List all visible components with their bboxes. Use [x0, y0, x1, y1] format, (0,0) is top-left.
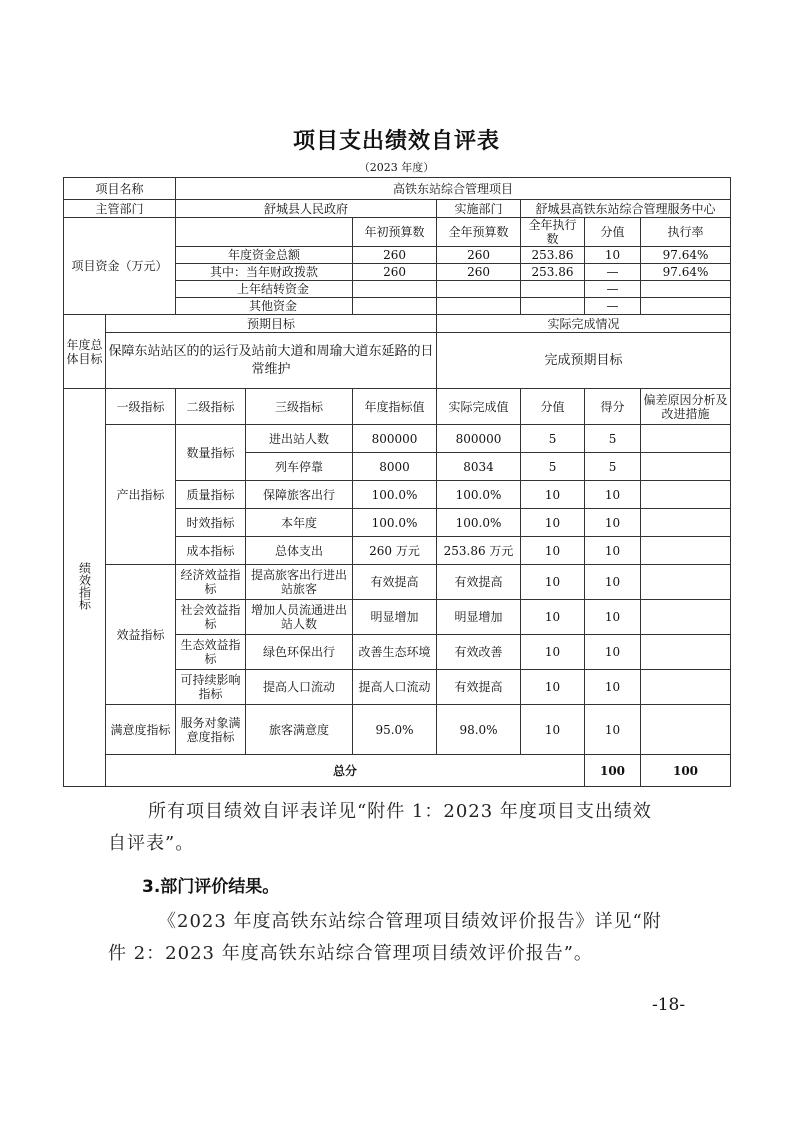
score-cell: 10 [585, 635, 641, 670]
actual-cell: 800000 [437, 425, 521, 453]
indicators-label [64, 389, 106, 787]
self-evaluation-table [63, 177, 731, 787]
score-cell: 10 [585, 670, 641, 705]
level2-cell: 质量指标 [176, 481, 246, 509]
funds-cell: 260 [353, 264, 437, 281]
level2-cell: 经济效益指标 [176, 565, 246, 600]
score-cell: 10 [585, 481, 641, 509]
target-cell: 95.0% [353, 705, 437, 755]
ind-header: 得分 [585, 389, 641, 425]
target-cell: 800000 [353, 425, 437, 453]
target-cell: 提高人口流动 [353, 670, 437, 705]
indicators-label-text: 绩效指标 [77, 562, 92, 610]
paragraph-2-line-2: 件 2：2023 年度高铁东站综合管理项目绩效评价报告”。 [108, 943, 593, 964]
ind-header: 三级指标 [246, 389, 353, 425]
deviation-cell [641, 537, 731, 565]
paragraph-2-line-1: 《2023 年度高铁东站综合管理项目绩效评价报告》详见“附 [158, 911, 662, 932]
funds-cell: 253.86 [521, 264, 585, 281]
target-cell: 有效提高 [353, 565, 437, 600]
actual-cell: 100.0% [437, 481, 521, 509]
total-value: 100 [585, 755, 641, 787]
deviation-cell [641, 670, 731, 705]
paragraph-1 [108, 796, 698, 860]
actual-cell: 100.0% [437, 509, 521, 537]
ind-header: 实际完成值 [437, 389, 521, 425]
level3-cell: 提高旅客出行进出站旅客 [246, 565, 353, 600]
ind-header: 二级指标 [176, 389, 246, 425]
funds-header-blank [176, 218, 353, 247]
table-row [64, 178, 731, 200]
target-cell: 明显增加 [353, 600, 437, 635]
funds-header: 全年预算数 [437, 218, 521, 247]
funds-header: 年初预算数 [353, 218, 437, 247]
project-name-value: 高铁东站综合管理项目 [176, 178, 731, 200]
deviation-cell [641, 453, 731, 481]
funds-cell [353, 281, 437, 298]
funds-cell [641, 298, 731, 315]
level1-cell: 产出指标 [106, 425, 176, 565]
funds-cell [437, 298, 521, 315]
ind-header: 年度指标值 [353, 389, 437, 425]
deviation-cell [641, 705, 731, 755]
impl-value: 舒城县高铁东站综合管理服务中心 [521, 200, 731, 218]
deviation-cell [641, 635, 731, 670]
level3-cell: 增加人员流通进出站人数 [246, 600, 353, 635]
deviation-cell [641, 509, 731, 537]
funds-cell [437, 281, 521, 298]
level3-cell: 旅客满意度 [246, 705, 353, 755]
funds-cell [521, 281, 585, 298]
paragraph-1-line-2: 自评表”。 [108, 833, 195, 854]
score-cell: 10 [585, 509, 641, 537]
funds-cell: 10 [585, 247, 641, 264]
table-row [64, 565, 731, 600]
funds-cell: 97.64% [641, 264, 731, 281]
level2-cell: 成本指标 [176, 537, 246, 565]
deviation-cell [641, 600, 731, 635]
page-title: 项目支出绩效自评表 [292, 129, 500, 154]
score-cell: 10 [585, 537, 641, 565]
table-row [64, 425, 731, 453]
funds-cell: — [585, 281, 641, 298]
table-row [64, 705, 731, 755]
score-cell: 10 [585, 705, 641, 755]
level2-cell: 可持续影响指标 [176, 670, 246, 705]
actual-cell: 98.0% [437, 705, 521, 755]
funds-label: 项目资金（万元） [64, 218, 176, 315]
score-cell: 10 [585, 600, 641, 635]
dept-label: 主管部门 [64, 200, 176, 218]
goal-label: 年度总体目标 [64, 315, 106, 389]
funds-cell: 97.64% [641, 247, 731, 264]
project-name-label: 项目名称 [64, 178, 176, 200]
score-value-cell: 10 [521, 670, 585, 705]
actual-header: 实际完成情况 [437, 315, 731, 333]
funds-cell: 260 [353, 247, 437, 264]
actual-cell: 8034 [437, 453, 521, 481]
paragraph-1-line-1: 所有项目绩效自评表详见“附件 1：2023 年度项目支出绩效 [148, 801, 652, 822]
target-cell: 100.0% [353, 509, 437, 537]
impl-label: 实施部门 [437, 200, 521, 218]
funds-cell [353, 298, 437, 315]
level3-cell: 提高人口流动 [246, 670, 353, 705]
funds-cell: 260 [437, 247, 521, 264]
funds-cell: — [585, 298, 641, 315]
level2-cell: 数量指标 [176, 425, 246, 481]
level1-cell: 效益指标 [106, 565, 176, 705]
funds-cell: — [585, 264, 641, 281]
total-label: 总分 [106, 755, 585, 787]
score-value-cell: 10 [521, 481, 585, 509]
score-value-cell: 10 [521, 565, 585, 600]
page-number: -18- [652, 995, 686, 1015]
funds-row-label: 上年结转资金 [176, 281, 353, 298]
target-cell: 8000 [353, 453, 437, 481]
actual-cell: 明显增加 [437, 600, 521, 635]
level3-cell: 进出站人数 [246, 425, 353, 453]
funds-header: 分值 [585, 218, 641, 247]
funds-cell [521, 298, 585, 315]
table-row [64, 200, 731, 218]
section-heading: 3.部门评价结果。 [142, 877, 280, 897]
deviation-cell [641, 481, 731, 509]
score-value-cell: 10 [521, 635, 585, 670]
level2-cell: 生态效益指标 [176, 635, 246, 670]
level2-cell: 服务对象满意度指标 [176, 705, 246, 755]
funds-header: 执行率 [641, 218, 731, 247]
deviation-cell [641, 565, 731, 600]
score-value-cell: 10 [521, 509, 585, 537]
target-cell: 100.0% [353, 481, 437, 509]
table-row [64, 755, 731, 787]
score-value-cell: 5 [521, 453, 585, 481]
actual-cell: 有效提高 [437, 670, 521, 705]
level3-cell: 总体支出 [246, 537, 353, 565]
level3-cell: 绿色环保出行 [246, 635, 353, 670]
goal-text: 保障东站站区的的运行及站前大道和周瑜大道东延路的日常维护 [106, 333, 437, 389]
dept-value: 舒城县人民政府 [176, 200, 437, 218]
level3-cell: 列车停靠 [246, 453, 353, 481]
score-cell: 10 [585, 565, 641, 600]
level2-cell: 社会效益指标 [176, 600, 246, 635]
target-cell: 改善生态环境 [353, 635, 437, 670]
funds-cell: 253.86 [521, 247, 585, 264]
funds-row-label: 年度资金总额 [176, 247, 353, 264]
level3-cell: 本年度 [246, 509, 353, 537]
paragraph-2 [108, 906, 698, 970]
actual-cell: 有效改善 [437, 635, 521, 670]
target-cell: 260 万元 [353, 537, 437, 565]
table-row [64, 333, 731, 389]
funds-cell: 260 [437, 264, 521, 281]
funds-header: 全年执行数 [521, 218, 585, 247]
score-value-cell: 10 [521, 537, 585, 565]
ind-header: 分值 [521, 389, 585, 425]
ind-header: 偏差原因分析及改进措施 [641, 389, 731, 425]
actual-text: 完成预期目标 [437, 333, 731, 389]
funds-row-label: 其中：当年财政拨款 [176, 264, 353, 281]
level2-cell: 时效指标 [176, 509, 246, 537]
deviation-cell [641, 425, 731, 453]
goal-header: 预期目标 [106, 315, 437, 333]
score-cell: 5 [585, 453, 641, 481]
ind-header: 一级指标 [106, 389, 176, 425]
funds-cell [641, 281, 731, 298]
actual-cell: 有效提高 [437, 565, 521, 600]
table-row [64, 389, 731, 425]
level3-cell: 保障旅客出行 [246, 481, 353, 509]
score-value-cell: 10 [521, 705, 585, 755]
table-row [64, 218, 731, 247]
total-score: 100 [641, 755, 731, 787]
level1-cell: 满意度指标 [106, 705, 176, 755]
score-value-cell: 10 [521, 600, 585, 635]
actual-cell: 253.86 万元 [437, 537, 521, 565]
score-cell: 5 [585, 425, 641, 453]
funds-row-label: 其他资金 [176, 298, 353, 315]
page-subtitle: （2023 年度） [358, 161, 435, 174]
score-value-cell: 5 [521, 425, 585, 453]
table-row [64, 315, 731, 333]
